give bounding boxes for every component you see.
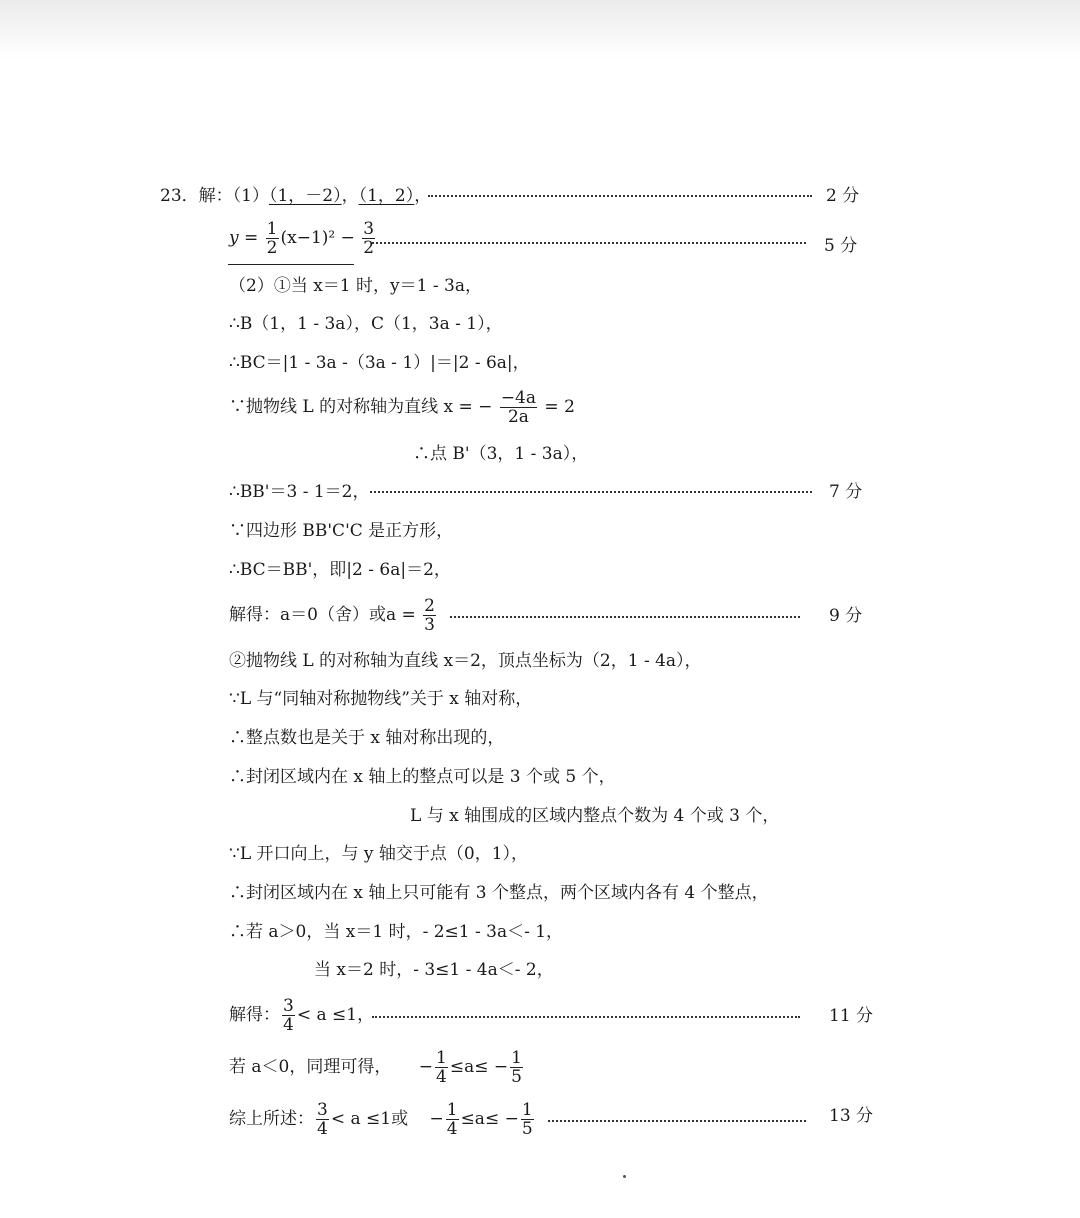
solve-statement: 解得：a＝0（舍）或 xyxy=(229,605,386,625)
denominator: 4 xyxy=(317,1119,328,1139)
solution-line-3: （2）①当 x＝1 时，y＝1 - 3a， xyxy=(229,276,482,296)
scan-speck xyxy=(623,1175,626,1178)
scan-shadow xyxy=(0,0,1080,60)
minus-sign: − xyxy=(418,1057,434,1077)
score-5: 5 分 xyxy=(824,236,858,256)
numerator: 3 xyxy=(283,996,294,1016)
solution-line-13: ∵L 与“同轴对称抛物线”关于 x 轴对称， xyxy=(229,689,533,709)
solution-line-1 xyxy=(160,185,431,207)
fraction-three-quarters xyxy=(282,997,295,1034)
score-7: 7 分 xyxy=(829,482,863,502)
denominator: 2 xyxy=(266,238,278,258)
part-1-label: （1） xyxy=(232,186,269,206)
numerator: 1 xyxy=(521,1100,533,1120)
inequality: < a ≤1， xyxy=(296,1005,375,1025)
solve-label: 解得： xyxy=(229,1005,280,1025)
solution-line-22 xyxy=(229,1045,525,1089)
solution-line-9: ∵四边形 BB'C'C 是正方形， xyxy=(229,521,454,541)
score-13: 13 分 xyxy=(829,1106,874,1126)
denominator: 2a xyxy=(507,407,529,427)
solution-line-21 xyxy=(229,993,374,1037)
fraction-one-quarter xyxy=(446,1101,459,1138)
numerator: 1 xyxy=(446,1100,458,1120)
equation-line xyxy=(229,218,377,258)
denominator: 5 xyxy=(521,1119,533,1139)
fraction-axis xyxy=(500,389,537,426)
inequality-middle: ≤a≤ − xyxy=(449,1057,509,1077)
fraction-two-thirds xyxy=(423,597,436,634)
solution-line-15: ∴封闭区域内在 x 轴上的整点可以是 3 个或 5 个， xyxy=(229,767,616,787)
denominator: 4 xyxy=(446,1119,458,1139)
numerator: −4a xyxy=(500,388,537,408)
fraction-one-fifth xyxy=(521,1101,534,1138)
solution-line-4: ∴B（1，1 - 3a），C（1，3a - 1）， xyxy=(229,314,503,334)
solution-line-10: ∴BC＝BB'，即|2 - 6a|＝2， xyxy=(229,560,451,580)
solution-line-23 xyxy=(229,1097,536,1141)
numerator: 1 xyxy=(511,1048,522,1068)
inequality-middle: ≤a≤ − xyxy=(460,1109,519,1129)
axis-x: x = − xyxy=(443,397,493,417)
fraction-one-fifth xyxy=(510,1049,523,1086)
numerator: 3 xyxy=(317,1100,328,1120)
score-11: 11 分 xyxy=(829,1006,874,1026)
leader-dots xyxy=(450,616,800,618)
fraction-three-quarters xyxy=(316,1101,329,1138)
solution-line-7: ∴点 B'（3，1 - 3a）， xyxy=(413,444,589,464)
answer-vertex-b: （1，2） xyxy=(358,186,415,206)
equals-sign: = xyxy=(244,228,259,248)
denominator: 4 xyxy=(436,1067,447,1087)
leader-dots xyxy=(372,242,806,244)
solution-line-18: ∴封闭区域内在 x 轴上只可能有 3 个整点，两个区域内各有 4 个整点， xyxy=(229,883,769,903)
answer-vertex-a: （1，－2） xyxy=(268,186,342,206)
var-y: y xyxy=(229,228,239,248)
leader-dots xyxy=(370,491,812,493)
denominator: 2 xyxy=(363,238,375,258)
denominator: 4 xyxy=(283,1015,294,1035)
solve-var: a = xyxy=(385,605,416,625)
answer-underline xyxy=(228,264,354,265)
numerator: 2 xyxy=(424,596,435,616)
leader-dots xyxy=(372,1016,800,1018)
line-end: ， xyxy=(414,186,432,206)
equation-middle: (x−1)² − xyxy=(280,228,355,248)
solution-line-20: 当 x＝2 时，- 3≤1 - 4a＜- 2， xyxy=(314,960,554,980)
solution-line-19: ∴若 a＞0，当 x＝1 时，- 2≤1 - 3a＜- 1， xyxy=(229,922,564,942)
summary-label: 综上所述： xyxy=(229,1109,314,1129)
fraction-half xyxy=(266,220,279,257)
leader-dots xyxy=(428,195,812,197)
numerator: 3 xyxy=(363,219,375,239)
solution-line-8: ∴BB'＝3 - 1＝2， xyxy=(229,482,370,502)
negative-case: 若 a＜0，同理可得， xyxy=(229,1057,392,1077)
score-2: 2 分 xyxy=(826,186,860,206)
numerator: 1 xyxy=(436,1048,447,1068)
solution-line-12: ②抛物线 L 的对称轴为直线 x＝2，顶点坐标为（2，1 - 4a）， xyxy=(229,651,702,671)
axis-result: = 2 xyxy=(544,397,575,417)
solution-line-16: L 与 x 轴围成的区域内整点个数为 4 个或 3 个， xyxy=(410,806,780,826)
minus-sign: − xyxy=(429,1109,444,1129)
solution-line-5: ∴BC＝|1 - 3a -（3a - 1）|＝|2 - 6a|， xyxy=(229,353,530,373)
fraction-one-quarter xyxy=(435,1049,448,1086)
denominator: 5 xyxy=(511,1067,522,1087)
solution-label: 解： xyxy=(198,186,233,206)
solution-line-6 xyxy=(229,385,575,429)
solution-line-17: ∵L 开口向上，与 y 轴交于点（0，1）， xyxy=(229,844,529,864)
score-9: 9 分 xyxy=(829,606,863,626)
leader-dots xyxy=(548,1120,806,1122)
axis-statement: ∵抛物线 L 的对称轴为直线 xyxy=(229,397,439,417)
numerator: 1 xyxy=(266,219,278,239)
fraction-three-halves xyxy=(362,220,375,257)
solution-line-14: ∴整点数也是关于 x 轴对称出现的， xyxy=(229,728,505,748)
solution-line-11 xyxy=(229,593,438,637)
answer-separator: ， xyxy=(341,186,359,206)
problem-number: 23． xyxy=(160,186,199,206)
denominator: 3 xyxy=(424,615,435,635)
inequality: < a ≤1或 xyxy=(330,1109,409,1129)
